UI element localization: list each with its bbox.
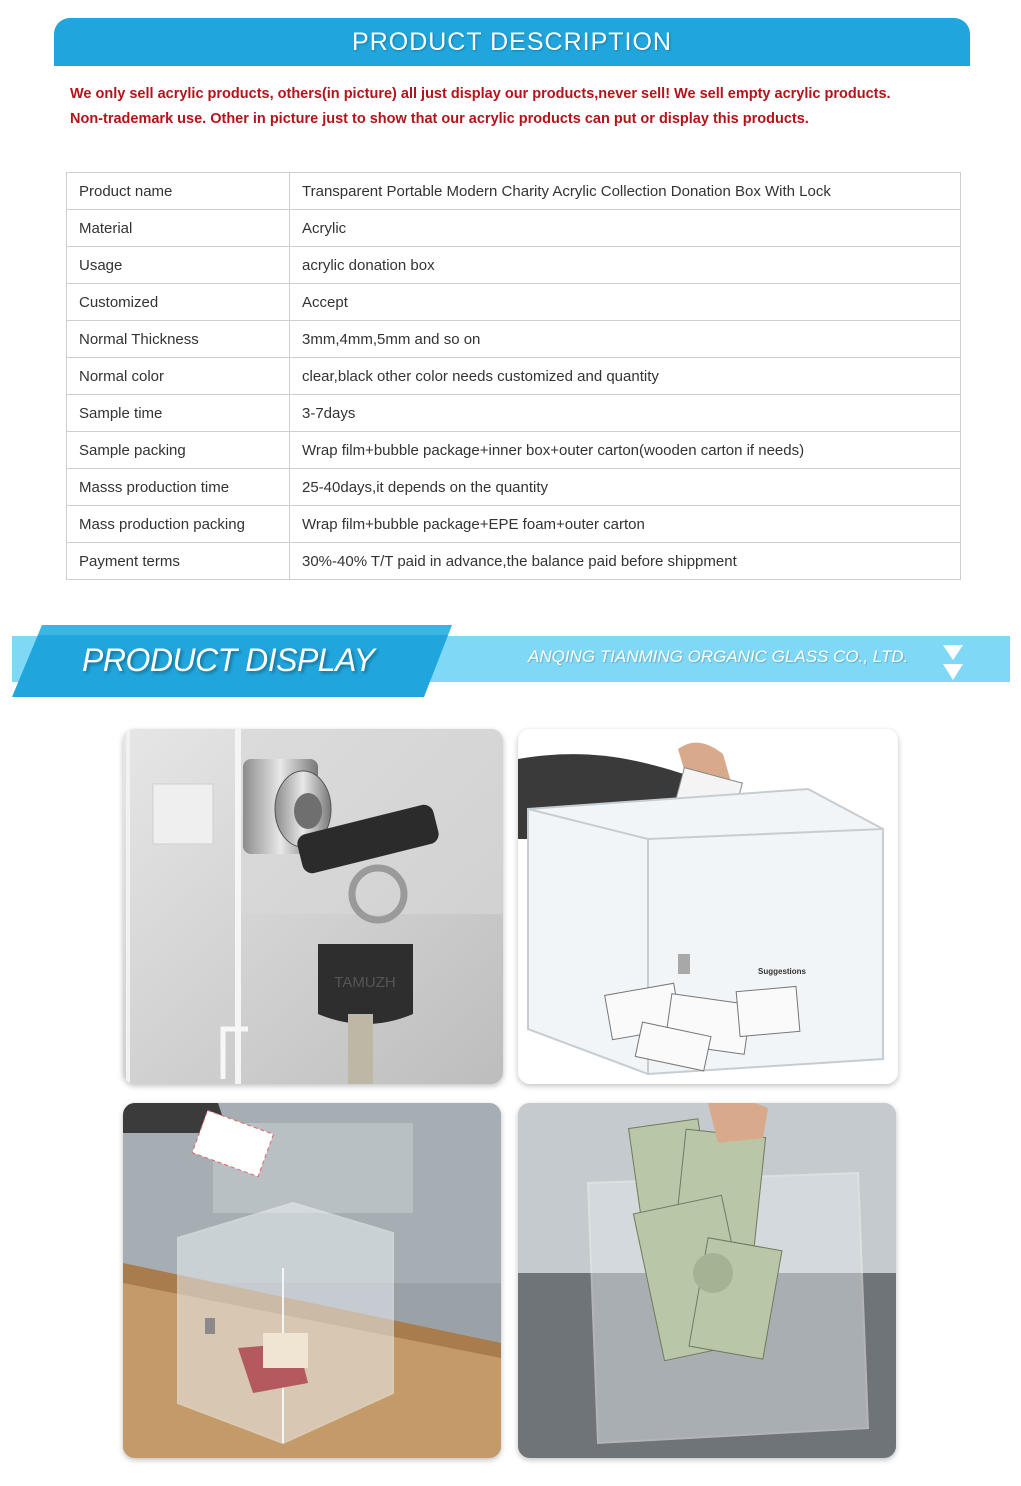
table-row	[67, 210, 961, 247]
spec-key: Payment terms	[67, 543, 290, 580]
spec-key: Masss production time	[67, 469, 290, 506]
spec-value: Accept	[290, 284, 961, 321]
spec-value: Transparent Portable Modern Charity Acrylic Collection Donation Box With Lock	[290, 173, 961, 210]
spec-key: Product name	[67, 173, 290, 210]
spec-value: 3mm,4mm,5mm and so on	[290, 321, 961, 358]
key-brand-label: TAMUZH	[334, 974, 396, 991]
description-title: PRODUCT DESCRIPTION	[352, 27, 672, 56]
table-row	[67, 543, 961, 580]
spec-key: Material	[67, 210, 290, 247]
table-row	[67, 395, 961, 432]
spec-value: Wrap film+bubble package+EPE foam+outer carton	[290, 506, 961, 543]
notice-line-1: We only sell acrylic products, others(in picture) all just display our products,never sell! We sell empty acrylic products.	[70, 86, 891, 102]
display-title: PRODUCT DISPLAY	[82, 642, 375, 678]
photo-suggestion-box	[518, 729, 898, 1084]
spec-value: 3-7days	[290, 395, 961, 432]
notice-text	[70, 82, 970, 132]
spec-value: Wrap film+bubble package+inner box+outer carton(wooden carton if needs)	[290, 432, 961, 469]
spec-key: Usage	[67, 247, 290, 284]
description-banner	[54, 18, 970, 66]
spec-key: Mass production packing	[67, 506, 290, 543]
spec-key: Normal color	[67, 358, 290, 395]
spec-value: acrylic donation box	[290, 247, 961, 284]
photo-desk-box	[123, 1103, 501, 1458]
table-row	[67, 506, 961, 543]
spec-value: 30%-40% T/T paid in advance,the balance paid before shippment	[290, 543, 961, 580]
spec-value: clear,black other color needs customized and quantity	[290, 358, 961, 395]
slip-label: Suggestions	[758, 967, 807, 976]
photo-cash-box	[518, 1103, 896, 1458]
spec-value: Acrylic	[290, 210, 961, 247]
spec-key: Sample time	[67, 395, 290, 432]
company-name: ANQING TIANMING ORGANIC GLASS CO., LTD.	[528, 647, 909, 666]
table-row	[67, 247, 961, 284]
photo-lock-key	[123, 729, 503, 1084]
table-row	[67, 358, 961, 395]
spec-key: Customized	[67, 284, 290, 321]
table-row	[67, 284, 961, 321]
spec-table	[66, 172, 961, 580]
table-row	[67, 321, 961, 358]
table-row	[67, 173, 961, 210]
spec-key: Normal Thickness	[67, 321, 290, 358]
spec-key: Sample packing	[67, 432, 290, 469]
spec-value: 25-40days,it depends on the quantity	[290, 469, 961, 506]
chevron-down-icon	[941, 643, 965, 687]
notice-line-2: Non-trademark use. Other in picture just to show that our acrylic products can put or display this products.	[70, 111, 809, 127]
table-row	[67, 469, 961, 506]
table-row	[67, 432, 961, 469]
